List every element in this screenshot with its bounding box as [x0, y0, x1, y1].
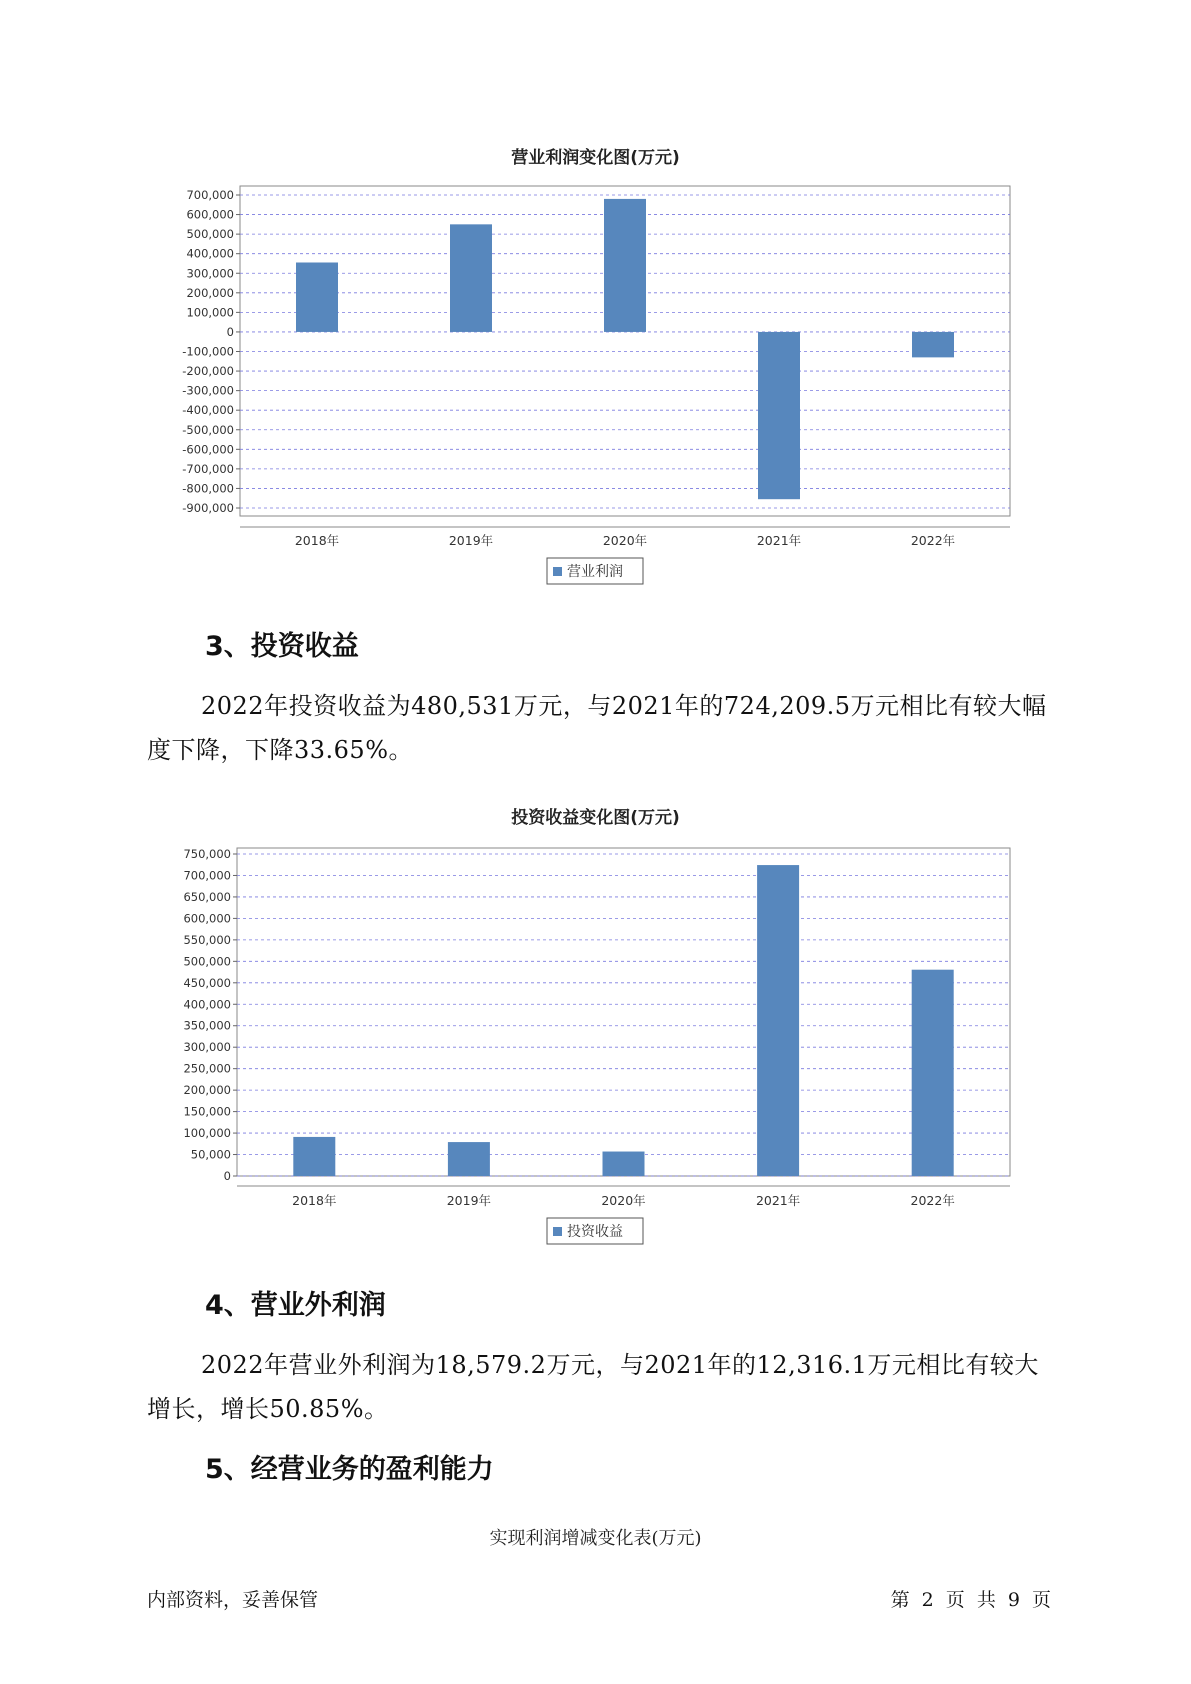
- chart2-title: 投资收益变化图(万元): [511, 808, 680, 828]
- y-tick-label: -500,000: [182, 422, 234, 437]
- y-tick-label: 600,000: [183, 911, 231, 926]
- y-tick-label: 200,000: [186, 285, 234, 300]
- x-tick-label: 2021年: [755, 1193, 801, 1208]
- x-tick-label: 2020年: [601, 1193, 646, 1208]
- chart1-title: 营业利润变化图(万元): [511, 148, 680, 168]
- bar: [757, 865, 799, 1176]
- x-tick-label: 2018年: [294, 533, 340, 548]
- x-tick-label: 2018年: [292, 1193, 337, 1208]
- legend-swatch: [553, 1227, 562, 1236]
- section-4-heading: 4、营业外利润: [205, 1290, 386, 1321]
- y-tick-label: 300,000: [186, 266, 234, 281]
- y-tick-label: 350,000: [183, 1018, 231, 1033]
- y-tick-label: 400,000: [186, 246, 234, 261]
- y-tick-label: 100,000: [183, 1126, 231, 1141]
- operating-profit-chart: [0, 150, 1191, 590]
- y-tick-label: -900,000: [182, 501, 234, 515]
- bar: [912, 332, 954, 357]
- y-tick-label: 700,000: [186, 188, 234, 202]
- y-tick-label: 50,000: [190, 1147, 231, 1162]
- x-tick-label: 2022年: [910, 1193, 955, 1208]
- bar: [448, 1142, 490, 1176]
- y-tick-label: 450,000: [183, 975, 231, 990]
- bar: [604, 199, 646, 332]
- bar: [296, 262, 338, 331]
- bar: [758, 332, 800, 499]
- footer-page-number: 第 2 页 共 9 页: [890, 1589, 1051, 1611]
- y-tick-label: 500,000: [183, 954, 231, 969]
- section-5-heading: 5、经营业务的盈利能力: [205, 1454, 494, 1485]
- y-tick-label: 250,000: [183, 1061, 231, 1076]
- bar: [293, 1137, 335, 1176]
- legend-label: 营业利润: [567, 564, 623, 580]
- y-tick-label: -200,000: [182, 364, 234, 379]
- x-tick-label: 2020年: [602, 533, 648, 548]
- y-tick-label: 500,000: [186, 227, 234, 242]
- y-tick-label: 400,000: [183, 997, 231, 1012]
- y-tick-label: -400,000: [182, 403, 234, 418]
- section-3-heading: 3、投资收益: [205, 631, 359, 662]
- y-tick-label: 200,000: [183, 1083, 231, 1098]
- bar: [450, 224, 492, 332]
- y-tick-label: 150,000: [183, 1104, 231, 1119]
- footer-confidential: 内部资料，妥善保管: [147, 1589, 319, 1611]
- x-tick-label: 2022年: [910, 533, 956, 548]
- y-tick-label: -600,000: [182, 442, 234, 457]
- y-tick-label: 650,000: [183, 889, 231, 904]
- y-tick-label: 100,000: [186, 305, 234, 320]
- y-tick-label: 550,000: [183, 932, 231, 947]
- x-tick-label: 2021年: [756, 533, 802, 548]
- y-tick-label: 600,000: [186, 207, 234, 222]
- y-tick-label: 0: [226, 324, 234, 339]
- section-3-text: 2022年投资收益为480,531万元，与2021年的724,209.5万元相比有较大幅度下降，下降33.65%。: [147, 692, 1047, 764]
- investment-income-chart: [0, 810, 1191, 1250]
- x-tick-label: 2019年: [448, 533, 494, 548]
- bar: [912, 970, 954, 1176]
- legend-swatch: [553, 567, 562, 576]
- legend-label: 投资收益: [567, 1224, 623, 1240]
- y-tick-label: 0: [223, 1169, 231, 1183]
- y-tick-label: -300,000: [182, 383, 234, 398]
- bar: [603, 1152, 645, 1176]
- section-4-text: 2022年营业外利润为18,579.2万元，与2021年的12,316.1万元相比有较大增长，增长50.85%。: [147, 1351, 1039, 1423]
- y-tick-label: -700,000: [182, 461, 234, 476]
- table-title: 实现利润增减变化表(万元): [489, 1528, 702, 1549]
- y-tick-label: 700,000: [183, 868, 231, 883]
- y-tick-label: -800,000: [182, 481, 234, 496]
- y-tick-label: 750,000: [183, 847, 231, 861]
- y-tick-label: -100,000: [182, 344, 234, 359]
- y-tick-label: 300,000: [183, 1040, 231, 1055]
- x-tick-label: 2019年: [446, 1193, 492, 1208]
